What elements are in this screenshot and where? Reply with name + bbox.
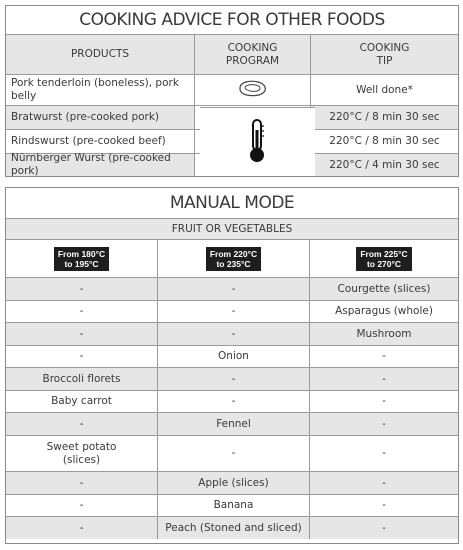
food-cell: - [79, 499, 84, 511]
food-cell: Sweet potato (slices) [46, 440, 117, 466]
food-cell: - [79, 350, 84, 362]
product-name: Bratwurst (pre-cooked pork) [11, 111, 160, 123]
manual-mode-row [6, 300, 458, 322]
food-cell: - [157, 278, 309, 300]
food-cell: - [157, 368, 309, 390]
food-cell: - [309, 413, 458, 435]
food-cell: - [157, 323, 309, 345]
food-cell: - [309, 346, 458, 367]
food-cell: - [79, 521, 84, 534]
temp-range-badge: From 225°C to 270°C [356, 247, 411, 271]
food-cell: - [157, 391, 309, 412]
cooking-tip: Well done* [310, 75, 458, 105]
food-cell: - [309, 472, 458, 494]
manual-mode-row [6, 322, 458, 345]
header-cooking-tip: COOKING TIP [310, 35, 458, 74]
food-cell: Fennel [157, 413, 309, 435]
food-cell: - [309, 495, 458, 516]
product-name: Pork tenderloin (boneless), pork belly [11, 77, 179, 102]
food-cell: - [309, 391, 458, 412]
food-cell: - [79, 305, 84, 317]
food-cell: - [79, 476, 84, 489]
cooking-tip: 220°C / 4 min 30 sec [310, 154, 458, 176]
manual-mode-table [5, 187, 459, 544]
food-cell: Banana [157, 495, 309, 516]
food-cell: - [79, 282, 84, 295]
manual-mode-row [6, 345, 458, 367]
food-cell: Apple (slices) [157, 472, 309, 494]
food-cell: Baby carrot [51, 395, 112, 407]
food-cell: Broccoli florets [42, 372, 121, 385]
manual-mode-row [6, 277, 458, 300]
product-name: Rindswurst (pre-cooked beef) [11, 135, 166, 147]
steak-icon [236, 78, 270, 102]
manual-mode-subtitle: FRUIT OR VEGETABLES [6, 218, 458, 239]
food-cell: Asparagus (whole) [309, 301, 458, 322]
manual-mode-row [6, 471, 458, 494]
manual-mode-row [6, 390, 458, 412]
food-cell: - [79, 417, 84, 430]
temp-range-badge: From 180°C to 195°C [54, 247, 109, 271]
temp-range-badge: From 220°C to 235°C [206, 247, 261, 271]
food-cell: Mushroom [309, 323, 458, 345]
manual-mode-row [6, 412, 458, 435]
cooking-advice-header-row [6, 34, 458, 74]
manual-mode-row [6, 494, 458, 516]
manual-mode-rows [6, 277, 458, 539]
food-cell: - [309, 517, 458, 539]
manual-mode-title: MANUAL MODE [169, 193, 295, 213]
manual-mode-row [6, 516, 458, 539]
food-cell: Courgette (slices) [309, 278, 458, 300]
header-products: PRODUCTS [70, 48, 130, 60]
cooking-tip: 220°C / 8 min 30 sec [310, 130, 458, 153]
manual-mode-row [6, 435, 458, 471]
thermometer-icon [245, 118, 269, 168]
cooking-advice-row [6, 74, 458, 105]
temperature-header-row [6, 239, 458, 277]
cooking-advice-table [5, 5, 459, 177]
food-cell: Onion [157, 346, 309, 367]
header-cooking-program: COOKING PROGRAM [194, 35, 310, 74]
food-cell: Peach (Stoned and sliced) [157, 517, 309, 539]
cooking-tip: 220°C / 8 min 30 sec [310, 106, 458, 129]
program-cell [194, 75, 310, 105]
cooking-advice-title: COOKING ADVICE FOR OTHER FOODS [79, 10, 385, 30]
food-cell: - [157, 436, 309, 471]
food-cell: - [309, 436, 458, 471]
product-name: Nürnberger Wurst (pre-cooked pork) [11, 152, 171, 177]
sausage-program-cell [200, 107, 315, 176]
food-cell: - [157, 301, 309, 322]
food-cell: - [79, 327, 84, 340]
food-cell: - [309, 368, 458, 390]
manual-mode-row [6, 367, 458, 390]
